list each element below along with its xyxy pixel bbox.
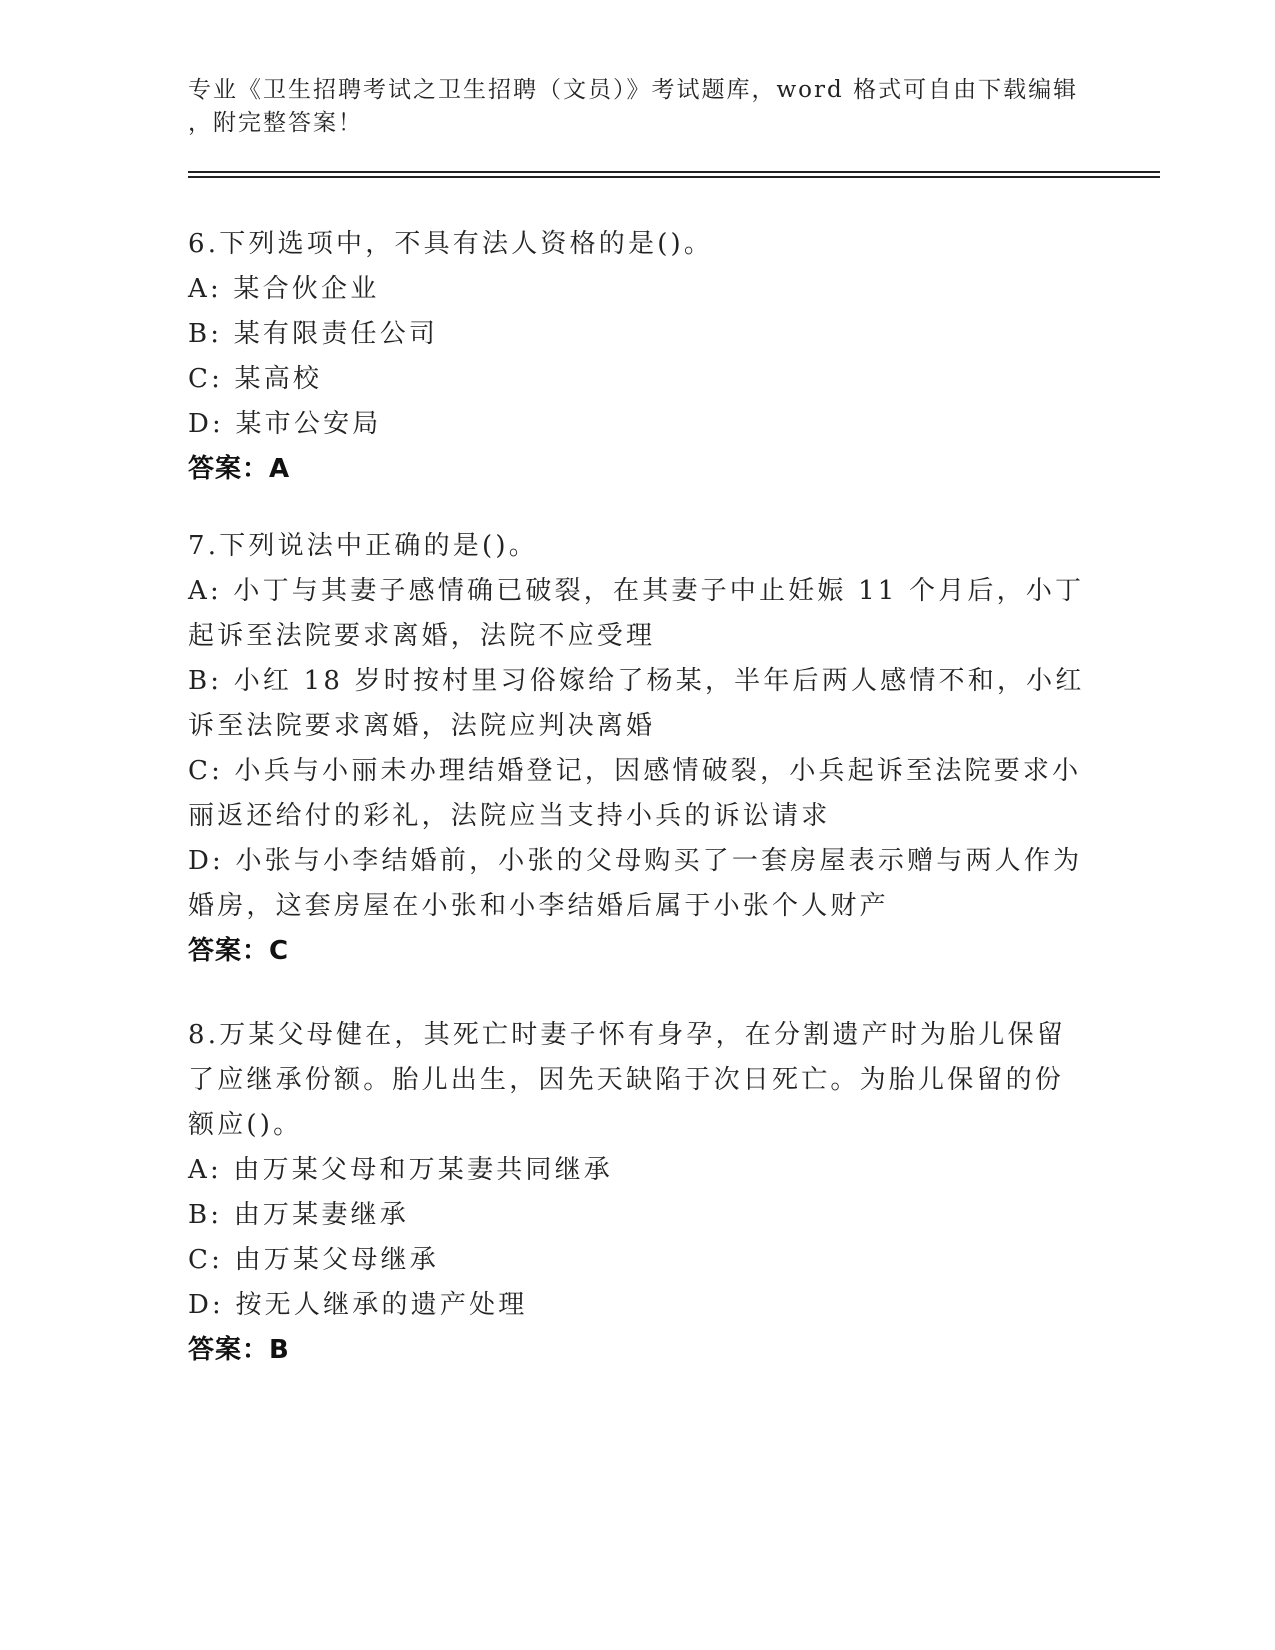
option-a-continued: 起诉至法院要求离婚，法院不应受理 (188, 621, 656, 651)
option-b: B: 小红 18 岁时按村里习俗嫁给了杨某，半年后两人感情不和，小红 (188, 666, 1085, 696)
option-c: C: 某高校 (188, 364, 323, 394)
header-line-2: ，附完整答案！ (188, 110, 363, 136)
option-a: A: 小丁与其妻子感情确已破裂，在其妻子中止妊娠 11 个月后，小丁 (188, 576, 1085, 606)
option-b: B: 由万某妻继承 (188, 1200, 409, 1230)
option-c-continued: 丽返还给付的彩礼，法院应当支持小兵的诉讼请求 (188, 801, 831, 831)
header-rule-top (188, 171, 1160, 173)
option-d: D: 小张与小李结婚前，小张的父母购买了一套房屋表示赠与两人作为 (188, 846, 1083, 876)
option-d-continued: 婚房，这套房屋在小张和小李结婚后属于小张个人财产 (188, 891, 889, 921)
question-stem: 8.万某父母健在，其死亡时妻子怀有身孕，在分割遗产时为胎儿保留 (188, 1020, 1067, 1050)
answer: 答案：A (188, 454, 291, 484)
option-a: A: 某合伙企业 (188, 274, 380, 304)
header-line-1: 专业《卫生招聘考试之卫生招聘（文员）》考试题库，word 格式可自由下载编辑 (188, 77, 1079, 103)
answer: 答案：C (188, 936, 290, 966)
question-8 (188, 1013, 1088, 1373)
answer: 答案：B (188, 1335, 290, 1365)
question-stem-continued: 额应()。 (188, 1110, 303, 1140)
option-c: C: 小兵与小丽未办理结婚登记，因感情破裂，小兵起诉至法院要求小 (188, 756, 1082, 786)
option-b-continued: 诉至法院要求离婚，法院应判决离婚 (188, 711, 656, 741)
question-stem: 6.下列选项中，不具有法人资格的是()。 (188, 229, 714, 259)
question-stem: 7.下列说法中正确的是()。 (188, 531, 538, 561)
option-a: A: 由万某父母和万某妻共同继承 (188, 1155, 614, 1185)
header-rule-bottom (188, 176, 1160, 178)
document-header (188, 74, 1079, 140)
question-7 (188, 524, 1088, 974)
option-c: C: 由万某父母继承 (188, 1245, 439, 1275)
option-d: D: 按无人继承的遗产处理 (188, 1290, 528, 1320)
question-stem-continued: 了应继承份额。胎儿出生，因先天缺陷于次日死亡。为胎儿保留的份 (188, 1065, 1065, 1095)
option-d: D: 某市公安局 (188, 409, 382, 439)
question-6 (188, 222, 1088, 492)
option-b: B: 某有限责任公司 (188, 319, 439, 349)
